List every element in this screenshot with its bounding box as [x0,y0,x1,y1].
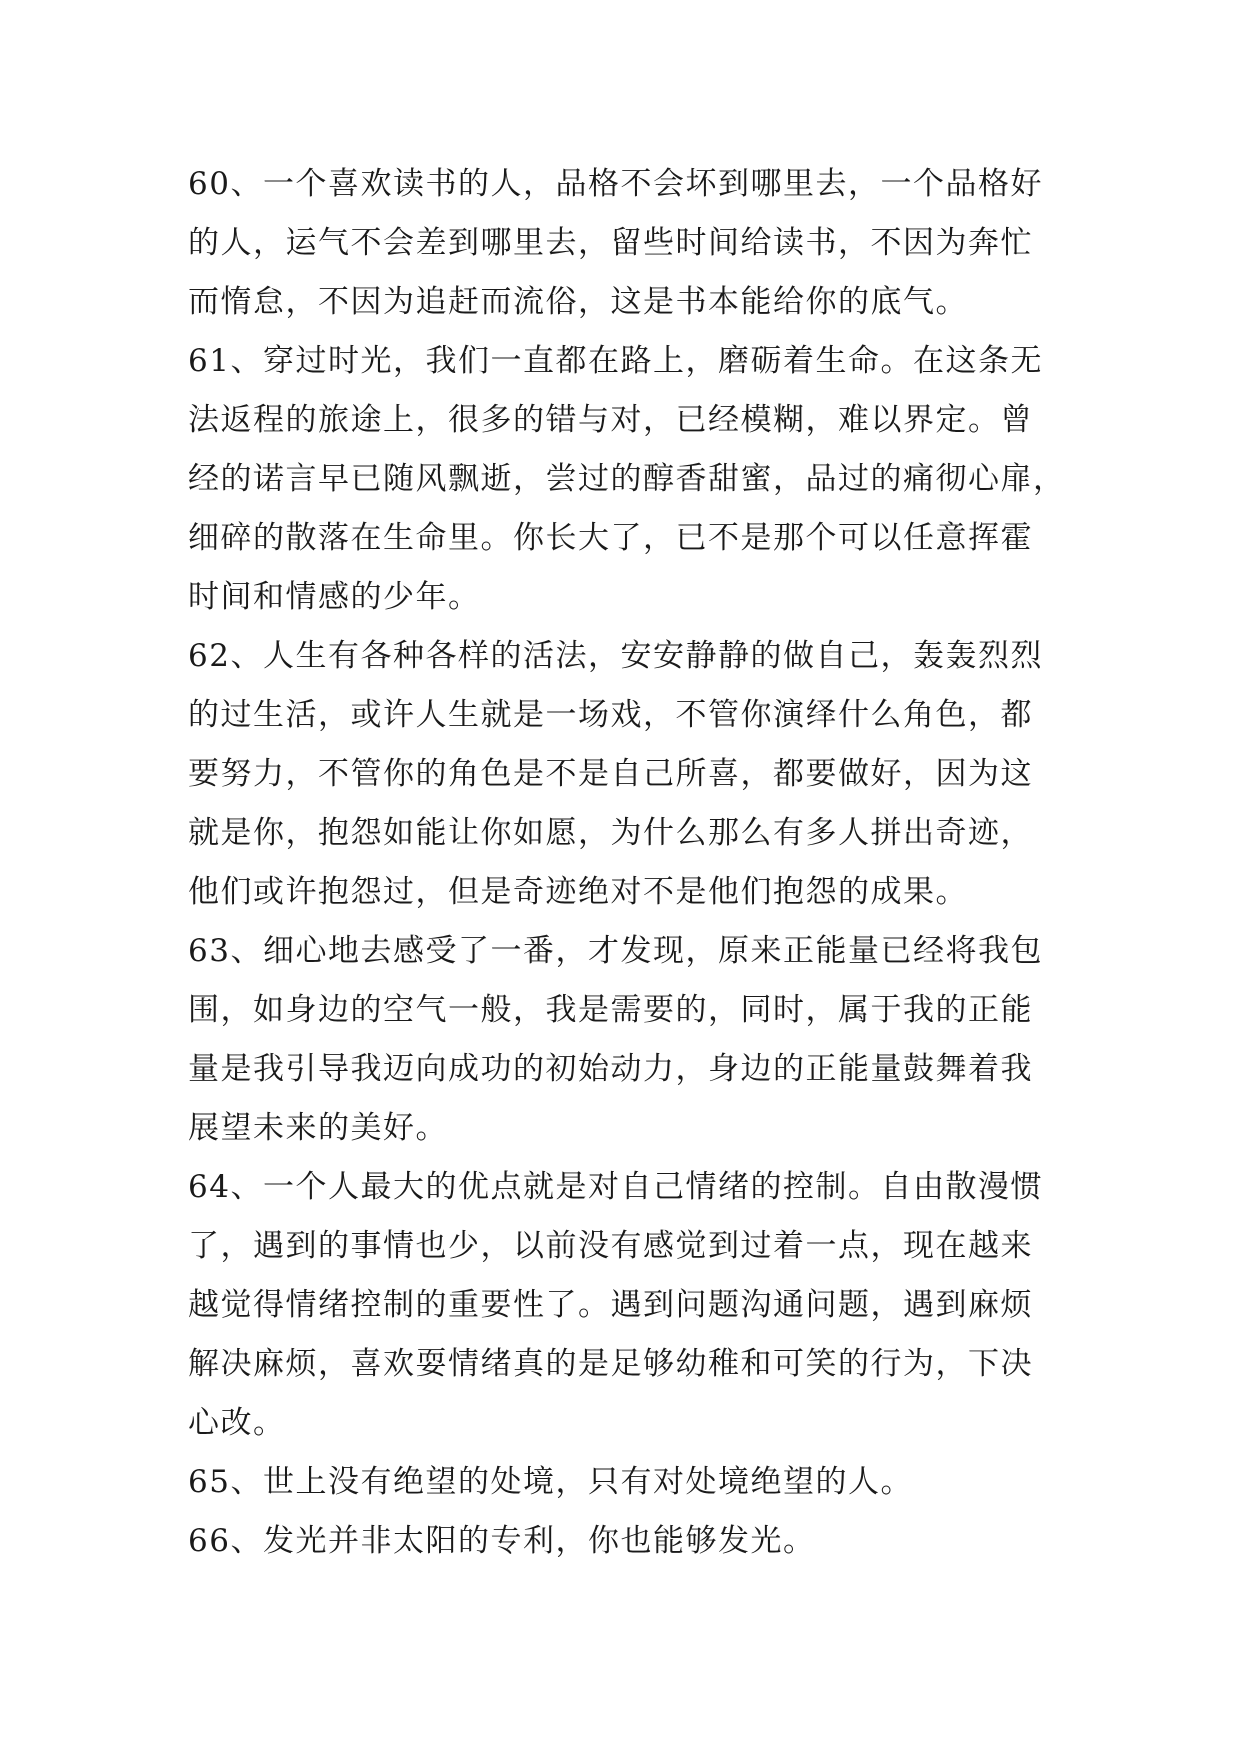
paragraph-63 [188,922,1056,1158]
text-line: 60、一个喜欢读书的人，品格不会坏到哪里去，一个品格好 [188,166,1043,202]
text-line: 量是我引导我迈向成功的初始动力，身边的正能量鼓舞着我 [188,1051,1033,1087]
text-line: 展望未来的美好。 [188,1110,448,1146]
text-line: 了，遇到的事情也少，以前没有感觉到过着一点，现在越来 [188,1228,1033,1264]
text-line: 心改。 [188,1405,286,1441]
text-line: 解决麻烦，喜欢耍情绪真的是足够幼稚和可笑的行为，下决 [188,1346,1033,1382]
text-line: 法返程的旅途上，很多的错与对，已经模糊，难以界定。曾 [188,402,1033,438]
text-line: 细碎的散落在生命里。你长大了，已不是那个可以任意挥霍 [188,520,1033,556]
paragraph-62 [188,627,1056,922]
text-line: 要努力，不管你的角色是不是自己所喜，都要做好，因为这 [188,756,1033,792]
paragraph-61 [188,332,1066,627]
text-line: 时间和情感的少年。 [188,579,481,615]
text-line: 的人，运气不会差到哪里去，留些时间给读书，不因为奔忙 [188,225,1033,261]
text-line: 围，如身边的空气一般，我是需要的，同时，属于我的正能 [188,992,1033,1028]
text-line: 就是你，抱怨如能让你如愿，为什么那么有多人拼出奇迹， [188,815,1033,851]
text-line: 的过生活，或许人生就是一场戏，不管你演绎什么角色，都 [188,697,1033,733]
text-line: 经的诺言早已随风飘逝，尝过的醇香甜蜜，品过的痛彻心扉， [188,461,1066,497]
text-line: 61、穿过时光，我们一直都在路上，磨砺着生命。在这条无 [188,343,1043,379]
text-line: 64、一个人最大的优点就是对自己情绪的控制。自由散漫惯 [188,1169,1043,1205]
text-line: 而惰怠，不因为追赶而流俗，这是书本能给你的底气。 [188,284,968,320]
text-line: 63、细心地去感受了一番，才发现，原来正能量已经将我包 [188,933,1043,969]
text-line: 62、人生有各种各样的活法，安安静静的做自己，轰轰烈烈 [188,638,1043,674]
text-line: 他们或许抱怨过，但是奇迹绝对不是他们抱怨的成果。 [188,874,968,910]
paragraph-64 [188,1158,1056,1453]
text-line: 越觉得情绪控制的重要性了。遇到问题沟通问题，遇到麻烦 [188,1287,1033,1323]
paragraph-65 [188,1453,1056,1512]
paragraph-66 [188,1512,1056,1571]
text-line: 66、发光并非太阳的专利，你也能够发光。 [188,1523,816,1559]
text-line: 65、世上没有绝望的处境，只有对处境绝望的人。 [188,1464,913,1500]
document-body [188,155,1066,1571]
paragraph-60 [188,155,1056,332]
